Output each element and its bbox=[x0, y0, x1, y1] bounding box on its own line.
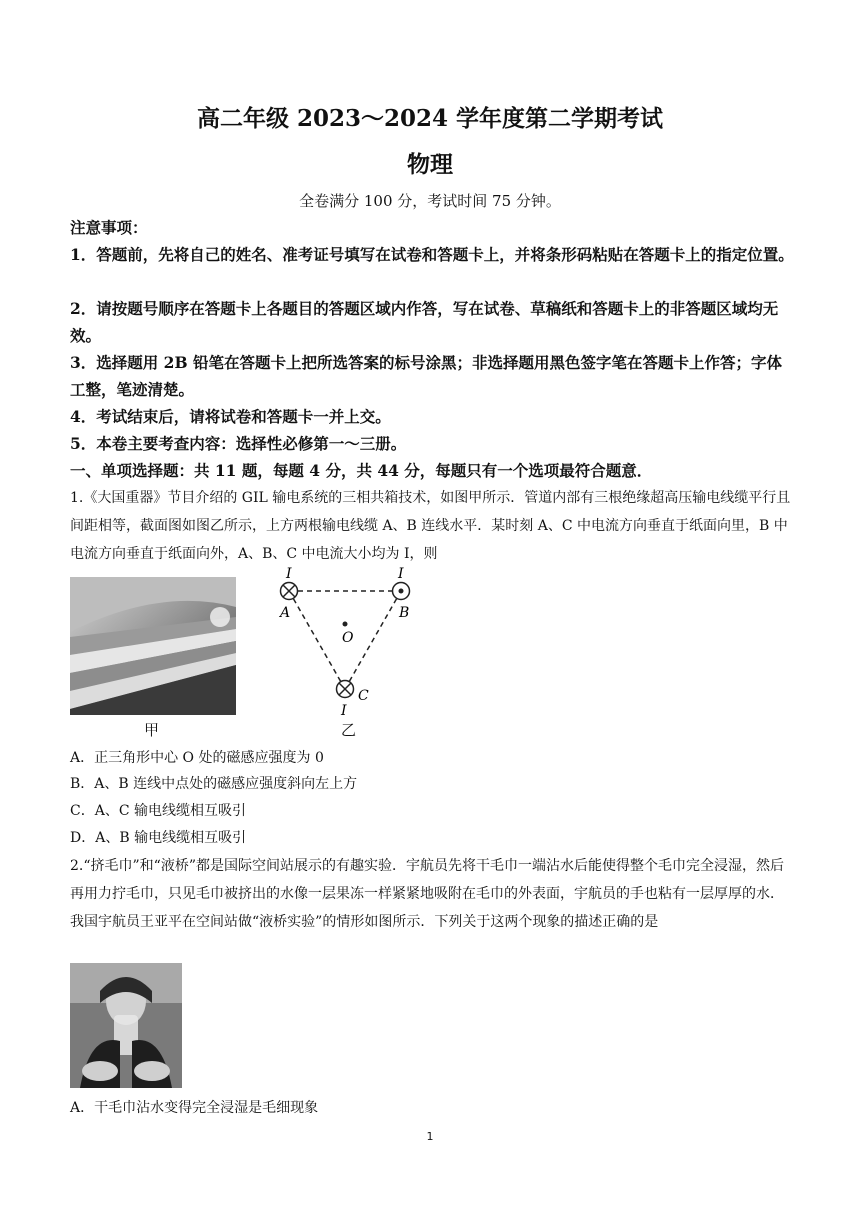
notice-item-5: 5．本卷主要考查内容：选择性必修第一～三册。 bbox=[70, 434, 407, 453]
notice-item-1: 1．答题前，先将自己的姓名、准考证号填写在试卷和答题卡上，并将条形码粘贴在答题卡上的指定位置。 bbox=[70, 245, 794, 264]
figure-jia-tunnel-photo bbox=[70, 577, 236, 715]
q1-option-a: A．正三角形中心 O 处的磁感应强度为 0 bbox=[70, 750, 324, 766]
figure-yi-caption: 乙 bbox=[341, 721, 357, 739]
page-number: 1 bbox=[426, 1130, 434, 1143]
q1-option-b: B．A、B 连线中点处的磁感应强度斜向左上方 bbox=[70, 776, 358, 792]
label-current-a: I bbox=[286, 566, 292, 582]
notice-item-2: 2．请按题号顺序在答题卡上各题目的答题区域内作答，写在试卷、草稿纸和答题卡上的非答题区域均无效。 bbox=[70, 299, 779, 345]
wire-b-out-of-page-icon bbox=[393, 583, 410, 600]
line-ac bbox=[289, 591, 345, 689]
label-current-b: I bbox=[398, 566, 404, 582]
figure-jia-caption: 甲 bbox=[144, 721, 160, 739]
label-b: B bbox=[399, 605, 410, 621]
score-info: 全卷满分 100 分，考试时间 75 分钟。 bbox=[299, 192, 561, 210]
wire-c-into-page-icon bbox=[337, 681, 354, 698]
q1-option-d: D．A、B 输电线缆相互吸引 bbox=[70, 830, 247, 846]
figure-liquid-bridge-photo bbox=[70, 963, 182, 1088]
subject-title: 物理 bbox=[407, 151, 453, 178]
q1-option-c: C．A、C 输电线缆相互吸引 bbox=[70, 803, 246, 819]
notice-item-4: 4．考试结束后，请将试卷和答题卡一并上交。 bbox=[70, 407, 391, 426]
wire-a-into-page-icon bbox=[281, 583, 298, 600]
figure-yi-diagram bbox=[270, 565, 420, 745]
label-current-c: I bbox=[341, 703, 347, 719]
q2-option-a: A．干毛巾沾水变得完全浸湿是毛细现象 bbox=[70, 1100, 319, 1116]
exam-title: 高二年级 2023～2024 学年度第二学期考试 bbox=[196, 105, 664, 132]
notice-heading: 注意事项： bbox=[70, 218, 148, 237]
label-a: A bbox=[280, 605, 291, 621]
notice-item-3: 3．选择题用 2B 铅笔在答题卡上把所选答案的标号涂黑；非选择题用黑色签字笔在答题卡上作答；字体工整，笔迹清楚。 bbox=[70, 353, 782, 399]
section-heading: 一、单项选择题：共 11 题，每题 4 分，共 44 分，每题只有一个选项最符合题意． bbox=[70, 461, 653, 480]
label-o: O bbox=[342, 630, 354, 646]
label-c: C bbox=[358, 688, 369, 704]
question-2-stem: 2.“挤毛巾”和“液桥”都是国际空间站展示的有趣实验．宇航员先将干毛巾一端沾水后能使得整个毛巾完全浸湿，然后再用力拧毛巾，只见毛巾被挤出的水像一层果冻一样紧紧地吸附在毛巾的外表面，宇航员的手也粘有一层厚厚的水．我国宇航员王亚平在空间站做“液桥实验”的情形如图所示．下列关于这两个现象的描述正确的是 bbox=[70, 858, 784, 930]
question-1-stem: 1.《大国重器》节目介绍的 GIL 输电系统的三相共箱技术，如图甲所示．管道内部有三根绝缘超高压输电线缆平行且间距相等，截面图如图乙所示，上方两根输电线缆 A、B 连线水平．某时刻 A、C 中电流方向垂直于纸面向里，B 中电流方向垂直于纸面向外，A、B、C 中电流大小均为 I，则 bbox=[70, 490, 791, 562]
center-point-o bbox=[343, 622, 348, 627]
